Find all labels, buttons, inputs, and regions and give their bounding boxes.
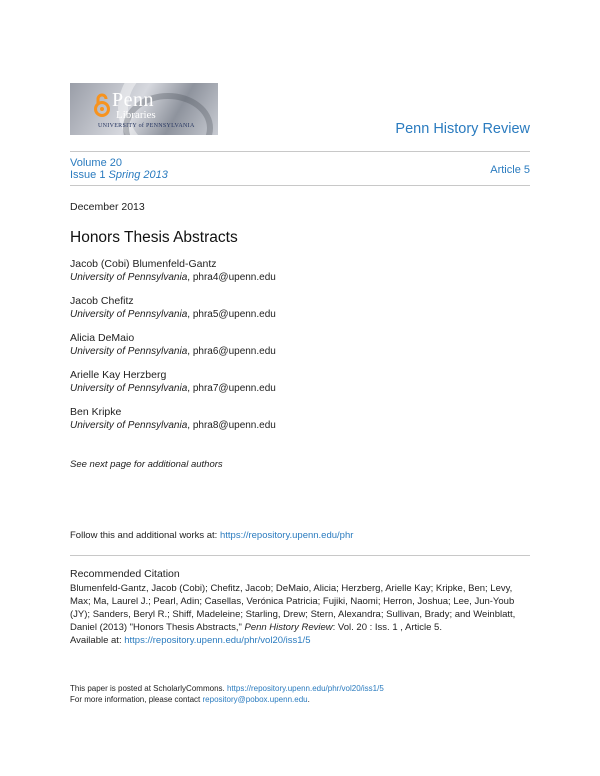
page-title: Honors Thesis Abstracts — [70, 229, 238, 246]
author-email: , phra7@upenn.edu — [187, 383, 276, 394]
author-name: Jacob Chefitz — [70, 295, 134, 307]
divider — [70, 151, 530, 152]
follow-line — [70, 530, 353, 541]
logo-sub: Libraries — [116, 109, 156, 121]
author-email: , phra4@upenn.edu — [187, 272, 276, 283]
author-affiliation: University of Pennsylvania — [70, 420, 188, 431]
author-email: , phra6@upenn.edu — [187, 346, 276, 357]
follow-prefix: Follow this and additional works at: — [70, 530, 220, 541]
additional-authors-note: See next page for additional authors — [70, 459, 223, 470]
volume-link[interactable]: Volume 20 — [70, 157, 122, 169]
footer-suffix: . — [307, 695, 310, 704]
author-entry — [70, 295, 530, 321]
article-url-link[interactable]: https://repository.upenn.edu/phr/vol20/iss1/5 — [124, 635, 311, 646]
citation-text — [70, 582, 532, 647]
logo-brand: Penn — [112, 89, 154, 111]
author-affiliation: University of Pennsylvania — [70, 272, 188, 283]
issue-season: Spring 2013 — [108, 169, 168, 181]
citation-heading: Recommended Citation — [70, 568, 180, 580]
author-entry — [70, 406, 530, 432]
citation-journal: Penn History Review — [244, 622, 333, 633]
citation-tail: : Vol. 20 : Iss. 1 , Article 5. — [332, 622, 442, 633]
author-entry — [70, 332, 530, 358]
open-access-icon — [92, 93, 112, 117]
publication-date: December 2013 — [70, 201, 145, 213]
citation-body: Blumenfeld-Gantz, Jacob (Cobi); Chefitz, Jacob; DeMaio, Alicia; Herzberg, Arielle Kay; Kripke, Ben; Levy, Max; Ma, Laurel J.; Pearl, Adin; Casellas, Verónica Patricia; Fujiki, Naomi; Herron, Joshua; Lee, Jun-Youb (JY); Sanders, Beryl R.; Shiff, Madeleine; Starling, Drew; Stern, Alexandra; Sullivan, Brady; and Weinblatt, Daniel (2013) "Honors Thesis Abstracts," — [70, 583, 516, 633]
author-affiliation: University of Pennsylvania — [70, 346, 188, 357]
author-affiliation: University of Pennsylvania — [70, 309, 188, 320]
footer-contact: For more information, please contact — [70, 695, 203, 704]
article-link[interactable]: Article 5 — [490, 164, 530, 176]
author-email: , phra8@upenn.edu — [187, 420, 276, 431]
logo-tagline: UNIVERSITY of PENNSYLVANIA — [98, 123, 195, 129]
author-entry — [70, 258, 530, 284]
footer-posted: This paper is posted at ScholarlyCommons. — [70, 684, 227, 693]
journal-title-link[interactable]: Penn History Review — [395, 121, 530, 137]
issue-link[interactable]: Issue 1 — [70, 169, 106, 181]
footer-article-link[interactable]: https://repository.upenn.edu/phr/vol20/iss1/5 — [226, 684, 384, 693]
footer — [70, 683, 384, 705]
author-list — [70, 258, 530, 443]
divider — [70, 555, 530, 556]
author-name: Jacob (Cobi) Blumenfeld-Gantz — [70, 258, 217, 270]
penn-libraries-logo[interactable] — [70, 83, 218, 135]
author-entry — [70, 369, 530, 395]
author-name: Alicia DeMaio — [70, 332, 135, 344]
author-email: , phra5@upenn.edu — [187, 309, 276, 320]
available-prefix: Available at: — [70, 635, 125, 646]
divider — [70, 185, 530, 186]
author-name: Ben Kripke — [70, 406, 122, 418]
contact-email-link[interactable]: repository@pobox.upenn.edu — [202, 695, 308, 704]
issue-info — [70, 157, 168, 181]
author-affiliation: University of Pennsylvania — [70, 383, 188, 394]
repository-link[interactable]: https://repository.upenn.edu/phr — [219, 530, 354, 541]
author-name: Arielle Kay Herzberg — [70, 369, 167, 381]
